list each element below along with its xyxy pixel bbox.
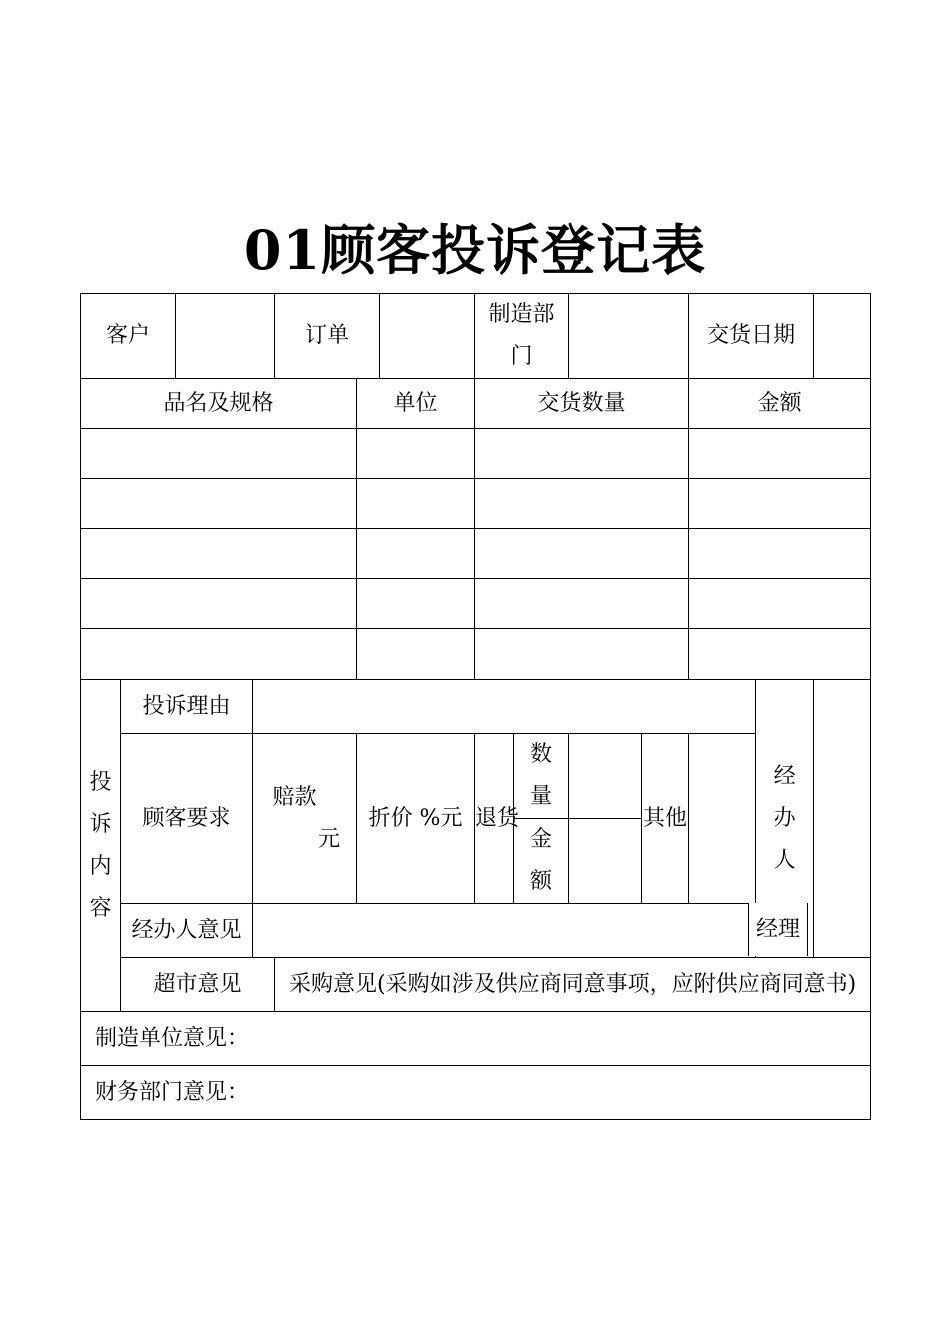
item-name-cell[interactable] (81, 579, 357, 629)
complaint-reason-field[interactable] (253, 680, 756, 734)
complaint-section-label (81, 680, 121, 1012)
manager-overlay (748, 903, 808, 956)
department-label-line2: 门 (510, 344, 533, 369)
item-quantity-cell[interactable] (475, 629, 689, 680)
manager-label: 经理 (755, 917, 800, 942)
qty-char-2: 量 (530, 784, 553, 809)
compensation-unit: 元 (318, 826, 341, 852)
return-qty-label (514, 734, 569, 819)
return-amount-label (514, 819, 569, 904)
item-unit-cell[interactable] (357, 479, 475, 529)
item-quantity-cell[interactable] (475, 529, 689, 579)
purchasing-opinion-field[interactable]: 采购意见(采购如涉及供应商同意事项，应附供应商同意书) (275, 958, 871, 1012)
table-row (81, 579, 871, 629)
department-label (475, 294, 569, 379)
department-field[interactable] (569, 294, 689, 379)
complaint-char-3: 内 (89, 853, 112, 879)
table-row (81, 429, 871, 479)
manufacturer-opinion-field[interactable]: 制造单位意见： (81, 1012, 871, 1066)
item-amount-cell[interactable] (689, 579, 871, 629)
item-amount-cell[interactable] (689, 429, 871, 479)
compensation-label: 赔款 (272, 784, 317, 810)
delivery-date-label: 交货日期 (689, 294, 814, 379)
item-name-cell[interactable] (81, 629, 357, 680)
qty-char-1: 数 (530, 742, 553, 767)
complaint-char-4: 容 (89, 895, 112, 921)
complaint-char-1: 投 (89, 769, 112, 795)
page-title: 01顾客投诉登记表 (243, 218, 707, 282)
item-amount-cell[interactable] (689, 629, 871, 680)
customer-label: 客户 (81, 294, 176, 379)
item-unit-cell[interactable] (357, 429, 475, 479)
item-unit-cell[interactable] (357, 579, 475, 629)
handler-opinion-field[interactable] (253, 904, 756, 958)
discount-cell[interactable]: 折价 %元 (357, 734, 475, 904)
unit-header: 单位 (357, 379, 475, 429)
amt-char-1: 金 (530, 827, 553, 852)
item-name-cell[interactable] (81, 429, 357, 479)
handler-opinion-label: 经办人意见 (121, 904, 253, 958)
item-quantity-cell[interactable] (475, 479, 689, 529)
return-goods-label: 退货 (475, 734, 514, 904)
order-field[interactable] (380, 294, 475, 379)
form-table (80, 293, 871, 1120)
return-amount-field[interactable] (569, 819, 642, 904)
finance-opinion-field[interactable]: 财务部门意见： (81, 1066, 871, 1120)
order-label: 订单 (275, 294, 380, 379)
amt-char-2: 额 (530, 869, 553, 894)
item-amount-cell[interactable] (689, 479, 871, 529)
customer-field[interactable] (176, 294, 275, 379)
other-label: 其他 (642, 734, 689, 904)
item-unit-cell[interactable] (357, 529, 475, 579)
name-spec-header: 品名及规格 (81, 379, 357, 429)
delivery-date-field[interactable] (814, 294, 871, 379)
complaint-char-2: 诉 (89, 811, 112, 837)
item-name-cell[interactable] (81, 479, 357, 529)
item-quantity-cell[interactable] (475, 579, 689, 629)
supermarket-opinion-label: 超市意见 (121, 958, 275, 1012)
customer-request-label: 顾客要求 (121, 734, 253, 904)
item-unit-cell[interactable] (357, 629, 475, 680)
item-name-cell[interactable] (81, 529, 357, 579)
table-row (81, 479, 871, 529)
handler-char-2: 办 (773, 805, 796, 831)
complaint-reason-label: 投诉理由 (121, 680, 253, 734)
compensation-cell[interactable] (253, 734, 357, 904)
item-quantity-cell[interactable] (475, 429, 689, 479)
handler-char-3: 人 (773, 847, 796, 873)
quantity-header: 交货数量 (475, 379, 689, 429)
handler-field[interactable] (814, 680, 871, 958)
amount-header: 金额 (689, 379, 871, 429)
handler-char-1: 经 (773, 763, 796, 789)
return-qty-field[interactable] (569, 734, 642, 819)
item-amount-cell[interactable] (689, 529, 871, 579)
table-row (81, 629, 871, 680)
department-label-line1: 制造部 (488, 302, 555, 327)
complaint-form (80, 293, 870, 1121)
table-row (81, 529, 871, 579)
